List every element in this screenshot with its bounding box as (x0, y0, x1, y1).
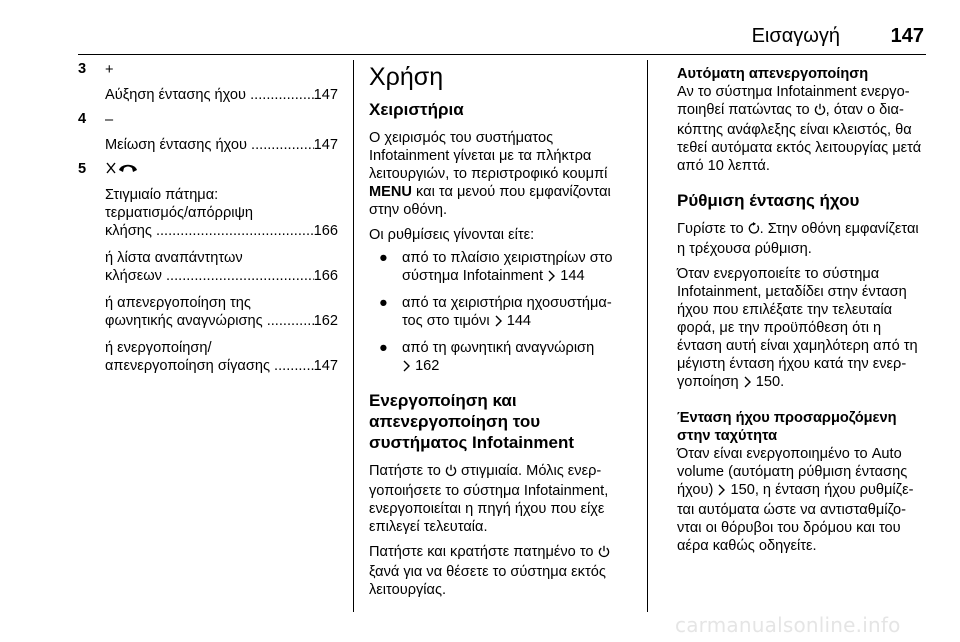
legend-entry: ή λίστα αναπάντητων κλήσεων ..... 166 (105, 249, 338, 285)
plus-symbol: + (105, 62, 114, 78)
column-divider-1 (353, 60, 354, 612)
power-on-paragraph: Πατήστε το στιγμιαία. Μόλις ενερ-γοποιήσετε το σύστημα Infotainment, ενεργοποιείται η πηγή ήχου που είχε επιλεγεί τελευταία. (369, 463, 609, 535)
header-title: Εισαγωγή (751, 25, 840, 47)
entry-page: 147 (313, 137, 338, 153)
phone-hangup-icon (105, 160, 141, 181)
bullet-item: ● από τη φωνητική αναγνώριση 162 (379, 339, 632, 377)
legend-entry: Στιγμιαίο πάτημα: τερματισμός/απόρριψη κλήσης ..... 166 (105, 186, 338, 240)
usage-column (369, 60, 632, 599)
page-reference-arrow-icon (402, 359, 411, 377)
minus-symbol: – (105, 112, 114, 128)
item-number: 4 (78, 111, 87, 127)
legend-entry: ή ενεργοποίηση/ απενεργοποίηση σίγασης ..... 147 (105, 339, 338, 375)
power-off-paragraph: Πατήστε και κρατήστε πατημένο το ξανά για να θέσετε το σύστημα εκτός λειτουργίας. (369, 543, 632, 599)
power-icon (598, 545, 610, 563)
subsection-title: Χειριστήρια (369, 100, 464, 119)
entry-page: 166 (313, 268, 338, 284)
entry-page: 147 (313, 358, 338, 374)
entry-page: 147 (313, 87, 338, 103)
dot-leader (251, 136, 314, 154)
dot-leader (156, 222, 314, 240)
dot-leader (267, 312, 314, 330)
auto-off-title: Αυτόματη απενεργοποίηση (677, 66, 869, 82)
intro-paragraph: Ο χειρισμός του συστήματος Infotainment γίνεται με τα πλήκτρα λειτουργιών, το περιστροφικό κουμπί MENU και τα μενού που εμφανίζονται στην οθόνη. (369, 130, 611, 218)
page-reference-arrow-icon (494, 314, 503, 332)
legend-item-3 (78, 60, 338, 104)
volume-turn-paragraph: Γυρίστε το . Στην οθόνη εμφανίζεται η τρέχουσα ρύθμιση. (677, 221, 919, 257)
page-reference-arrow-icon (743, 375, 752, 393)
bullet-item: ● από τα χειριστήρια ηχοσυστήμα-τος στο τιμόνι 144 (379, 294, 632, 332)
entry-page: 166 (313, 223, 338, 239)
entry-text: Μείωση έντασης ήχου (105, 137, 247, 153)
column-divider-2 (647, 60, 648, 612)
legend-item-4 (78, 110, 338, 154)
header-page-number: 147 (890, 25, 924, 47)
volume-column (677, 60, 927, 555)
legend-item-5 (78, 160, 338, 375)
speed-volume-title: Ένταση ήχου προσαρμοζόμενη στην ταχύτητα (677, 410, 897, 444)
control-legend-column (78, 60, 338, 375)
item-number: 5 (78, 161, 87, 177)
auto-off-paragraph: Αν το σύστημα Infotainment ενεργο-ποιηθεί πατώντας το , όταν ο δια-κόπτης ανάφλεξης είναι κλειστός, θα τεθεί αυτόματα εκτός λειτουργίας μετά από 10 λεπτά. (677, 84, 922, 174)
legend-entry (105, 136, 338, 154)
watermark: carmanualsonline.info (675, 613, 901, 637)
speed-volume-paragraph: Όταν είναι ενεργοποιημένο το Auto volume (αυτόματη ρύθμιση έντασης ήχου) 150, η ένταση ήχου ρυθμίζε-ται αυτόματα ώστε να αντισταθμίζο-νται οι θόρυβοι του δρόμου και του αέρα καθώς οδηγείτε. (677, 446, 914, 554)
settings-paragraph: Οι ρυθμίσεις γίνονται είτε: (369, 227, 535, 243)
page-reference-arrow-icon (547, 269, 556, 287)
legend-entry: ή απενεργοποίηση της φωνητικής αναγνώρισης ..... 162 (105, 294, 338, 330)
dot-leader (274, 357, 314, 375)
power-icon (814, 103, 826, 121)
power-icon (445, 464, 457, 482)
volume-section-title: Ρύθμιση έντασης ήχου (677, 191, 860, 210)
entry-text: Αύξηση έντασης ήχου (105, 87, 247, 103)
volume-startup-paragraph: Όταν ενεργοποιείτε το σύστημα Infotainment, μεταδίδει στην ένταση ήχου που επιλέξατε την τελευταία φορά, με την προϋπόθεση ότι η ένταση αυτή είναι χαμηλότερη από τη μέγιστη ένταση ήχου κατά την ενερ-γοποίηση 150. (677, 265, 927, 393)
dot-leader (166, 267, 314, 285)
volume-knob-icon (748, 222, 760, 240)
section-title: Χρήση (369, 63, 444, 91)
bullet-list (369, 249, 632, 377)
legend-entry (105, 86, 338, 104)
entry-page: 162 (313, 313, 338, 329)
dot-leader (250, 86, 314, 104)
menu-keyword: MENU (369, 184, 412, 200)
item-number: 3 (78, 61, 87, 77)
bullet-item: ● από το πλαίσιο χειριστηρίων στο σύστημα Infotainment 144 (379, 249, 632, 287)
header-divider (78, 54, 926, 55)
power-section-title: Ενεργοποίηση και απενεργοποίηση του συστήματος Infotainment (369, 391, 575, 452)
page-reference-arrow-icon (717, 483, 726, 501)
